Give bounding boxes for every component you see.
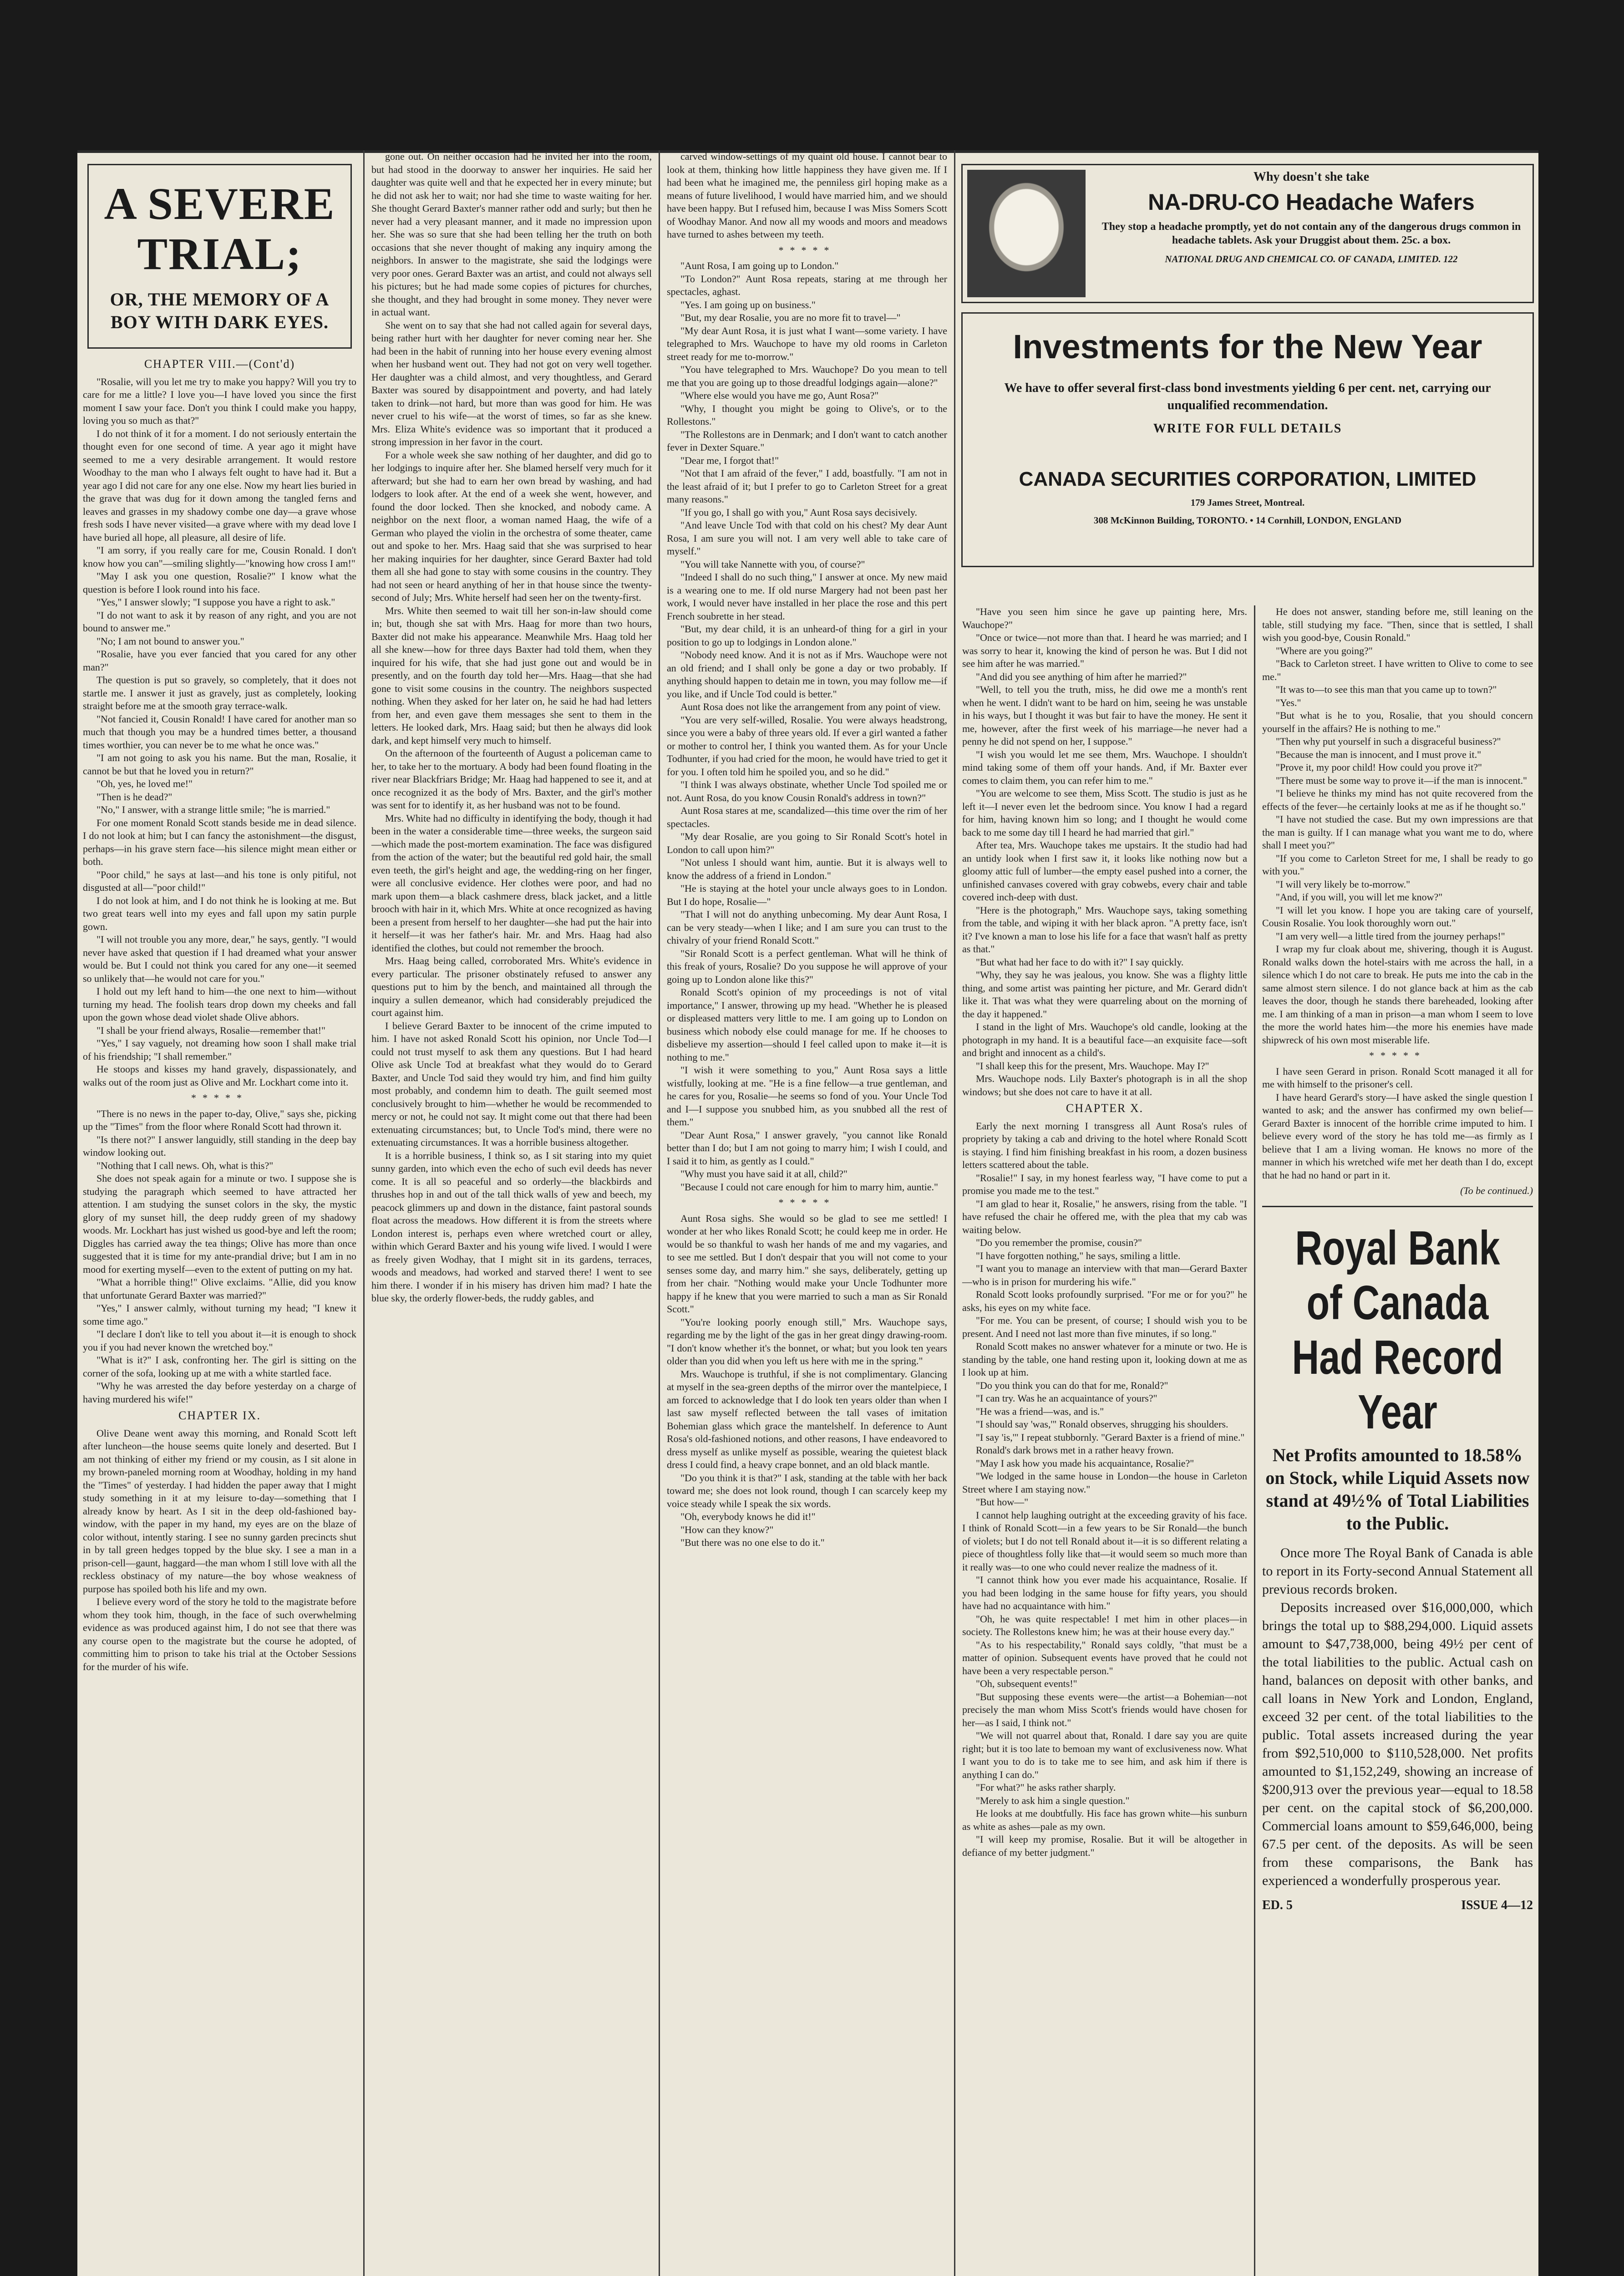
story-column-5	[1257, 605, 1538, 2276]
paragraph: "Sir Ronald Scott is a perfect gentleman. What will he think of this freak of yours, Rosalie? Do you suppose he will approve of your going up to London alone like this?"	[667, 947, 947, 985]
paragraph: Mrs. Wauchope is truthful, if she is not complimentary. Glancing at myself in the sea-green depths of the mirror over the mantelpiece, I am forced to acknowledge that I do look ten years older than when I last saw myself reflected between the tall vases of imitation Bohemian glass which grace the mantelshelf. In deference to Aunt Rosa's old-fashioned notions, and other reasons, I have endeavored to dress myself as unlike myself as possible, wearing the quietest black dress I could find, a heavy crape bonnet, and an old black mantle.	[667, 1368, 947, 1470]
paragraph: I cannot help laughing outright at the exceeding gravity of his face. I think of Ronald Scott—in a few years to be Sir Ronald—the bunch of violets; but I do not tell Ronald about it—it is so different relating a piece of thoughtless folly like that—it would seem so much more than it really was—to one who could never realize the madness of it.	[962, 1509, 1247, 1573]
paragraph: He looks at me doubtfully. His face has grown white—his sunburn as white as ashes—pale as my own.	[962, 1808, 1247, 1832]
paragraph: "Oh, subsequent events!"	[976, 1678, 1077, 1689]
paragraph: "Why must you have said it at all, child?"	[680, 1168, 848, 1179]
paragraph: "No," I answer, with a strange little smile; "he is married."	[96, 804, 330, 815]
paragraph: "Oh, yes, he loved me!"	[96, 778, 193, 789]
paragraph: It is a horrible business, I think so, as I sit staring into my quiet sunny garden, into which even the echo of such evil deeds has never come. It is all so peaceful and so orderly—the blackbirds and thrushes hop in and out of the tall thick walls of yew and beech, my peacock glimmers up and down in the distance, faint pastoral sounds float across the meadows. How different it is from the streets where London interest is, perhaps even where wretched court or alley, within which Gerard Baxter and his young wife lived. I would I were as freely given Wodhay, that I might sit in its gardens, terraces, woods and meadows, had worked and starved there! I went to see him there. I wonder if in his misery has driven him mad? I hate the blue sky, the orderly flower-beds, the ruddy gables, and	[371, 1149, 652, 1304]
paragraph: "You have telegraphed to Mrs. Wauchope? Do you mean to tell me that you are going up to those dreadful lodgings again—alone?"	[667, 364, 947, 388]
paragraph: After tea, Mrs. Wauchope takes me upstairs. It the studio had had an untidy look when I first saw it, it looks like nothing now but a gloomy attic full of lumber—the empty easel pushed into a corner, the unfinished canvases covered with gray cobwebs, every chair and table covered inch-deep with dust.	[962, 839, 1247, 903]
paragraph: "But, my dear Rosalie, you are no more fit to travel—"	[680, 312, 901, 323]
paragraph: "But how—"	[976, 1496, 1029, 1508]
paragraph: "I think I was always obstinate, whether Uncle Tod spoiled me or not. Aunt Rosa, do you know Cousin Ronald's address in town?"	[667, 779, 947, 803]
paragraph: "And leave Uncle Tod with that cold on his chest? My dear Aunt Rosa, I am sure you will not. I am very well able to take care of myself."	[667, 519, 947, 557]
paragraph: "I have not studied the case. But my own impressions are that the man is guilty. If I can manage what you want me to do, where shall I meet you?"	[1262, 813, 1533, 851]
paragraph: For one moment Ronald Scott stands beside me in dead silence. I do not look at him; but I can fancy the astonishment—the disgust, perhaps—in his grave stern face—his silence might mean either or both.	[83, 817, 356, 867]
paragraph: "We will not quarrel about that, Ronald. I dare say you are quite right; but it is too late to bemoan my want of exclusiveness now. What I want you to do is to take me to see him, and ask him if there is anything I can do."	[962, 1730, 1247, 1780]
issue-label: ISSUE 4—12	[1461, 1898, 1533, 1912]
nadruco-headline: NA-DRU-CO Headache Wafers	[1148, 189, 1475, 215]
paragraph: I have seen Gerard in prison. Ronald Scott managed it all for me with himself to the prisoner's cell.	[1262, 1065, 1533, 1090]
paragraph: "Why he was arrested the day before yesterday on a charge of having murdered his wife!"	[83, 1380, 356, 1405]
paragraph: gone out. On neither occasion had he invited her into the room, but had stood in the doorway to answer her inquiries. He said her daughter was quite well and that he expected her in every minute; but he did not ask her to wait; nor had she time to waste waiting for her. She thought Gerard Baxter's manner rather odd and surly; but then he never had a very pleasant manner, and it made no impression upon her. She was so sure that she had been telling her the truth on both occasions that she never thought of making any inquiry among the neighbors. In answer to the magistrate, she said the lodgings were very poor ones. Gerard Baxter was an artist, and could not always sell his pictures; but he had made some copies of pictures for churches, she thought, and they had brought in some money. They never were in actual want.	[371, 151, 652, 318]
paragraph: "That I will not do anything unbecoming. My dear Aunt Rosa, I can be very steady—when I like; and I am sure you can trust to the chivalry of your friend Ronald Scott."	[667, 909, 947, 946]
paragraph: "It was to—to see this man that you came up to town?"	[1276, 684, 1497, 695]
paragraph: "Prove it, my poor child! How could you prove it?"	[1276, 762, 1482, 773]
paragraph: "I declare I don't like to tell you about it—it is enough to shock you if you had never known the wretched boy."	[83, 1328, 356, 1353]
section-separator: *****	[778, 244, 836, 256]
paragraph: "Yes. I am going up on business."	[680, 299, 816, 310]
paragraph: "I do not want to ask it by reason of any right, and you are not bound to answer me."	[83, 609, 356, 634]
paragraph: "If you come to Carleton Street for me, I shall be ready to go with you."	[1262, 852, 1533, 877]
paragraph: "May I ask you one question, Rosalie?" I know what the question is before I look round into his face.	[83, 570, 356, 595]
edition-label: ED. 5	[1262, 1898, 1293, 1912]
paragraph: Ronald Scott looks profoundly surprised. "For me or for you?" he asks, his eyes on my white face.	[962, 1289, 1247, 1313]
paragraph: "Once or twice—not more than that. I heard he was married; and I was sorry to hear it, knowing the kind of person he was. But I did not see him after he was married."	[962, 632, 1247, 669]
paragraph: "We lodged in the same house in London—the house in Carleton Street where I am staying now."	[962, 1470, 1247, 1495]
column-rule	[659, 150, 660, 2276]
investments-address-1: 179 James Street, Montreal.	[1190, 497, 1305, 508]
paragraph: "Oh, he was quite respectable! I met him in other places—in society. The Rollestons knew him; he was at their house every day."	[962, 1613, 1247, 1637]
paragraph: "If you go, I shall go with you," Aunt Rosa says decisively.	[680, 506, 918, 518]
bank-article	[1262, 1206, 1533, 1912]
bank-body	[1262, 1544, 1533, 1890]
bank-headline: Royal Bank of Canada Had Record Year	[1292, 1221, 1503, 1439]
paragraph: "You will take Nannette with you, of course?"	[680, 558, 865, 570]
paragraph: The question is put so gravely, so completely, that it does not startle me. I answer it just as gravely, just as completely, looking straight before me at the smooth gray terrace-walk.	[83, 674, 356, 711]
column-rule	[954, 150, 955, 2276]
paragraph: Aunt Rosa stares at me, scandalized—this time over the rim of her spectacles.	[667, 805, 947, 829]
paragraph: "I say 'is,'" I repeat stubbornly. "Gerard Baxter is a friend of mine."	[976, 1431, 1245, 1443]
paragraph: "He is staying at the hotel your uncle always goes to in London. But I do hope, Rosalie—"	[667, 883, 947, 907]
paragraph: "I will let you know. I hope you are taking care of yourself, Cousin Rosalie. You look thoroughly worn out."	[1262, 904, 1533, 929]
section-separator: *****	[778, 1197, 836, 1208]
paragraph: I hold out my left hand to him—the one next to him—without turning my head. The foolish tears drop down my cheeks and fall upon the gown whose dead violet shade Olive abhors.	[83, 986, 356, 1023]
paragraph: "For me. You can be present, of course; I should wish you to be present. And I need not last more than five minutes, if so long."	[962, 1315, 1247, 1339]
to-be-continued: (To be continued.)	[1460, 1185, 1533, 1196]
story-column-4	[957, 605, 1253, 2276]
paragraph: "How can they know?"	[680, 1524, 774, 1535]
nadruco-text: They stop a headache promptly, yet do not contain any of the dangerous drugs common in headache tablets. Ask your Druggist about them. 25c. a box.	[1101, 221, 1521, 246]
paragraph: "What is it?" I ask, confronting her. The girl is sitting on the corner of the sofa, looking up at me with a white startled face.	[83, 1354, 356, 1379]
paragraph: "Rosalie, will you let me try to make you happy? Will you try to care for me a little? I love you—I have loved you since the first moment I saw your face. Don't you think I could make you happy, loving you so much as that?"	[83, 376, 356, 426]
paragraph: "No; I am not bound to answer you."	[96, 635, 244, 647]
paragraph: I believe Gerard Baxter to be innocent of the crime imputed to him. I have not asked Ronald Scott his opinion, nor Uncle Tod—I could not trust myself to ask them any questions. But I had heard Olive ask Uncle Tod at breakfast what they would do to Gerard Baxter, and Uncle Tod said they would try him, and find him guilty most probably, and condemn him to death. The guilt seemed most conclusively brought to him—whether he would be recommended to mercy or not, he could not say. It might come out that there had been extenuating circumstances; but, to Uncle Tod's mind, there were no extenuating circumstances. It was a horrible business altogether.	[371, 1020, 652, 1148]
paragraph: "But there was no one else to do it."	[680, 1537, 825, 1548]
paragraph: "Aunt Rosa, I am going up to London."	[680, 260, 839, 271]
paragraph: "Have you seen him since he gave up painting here, Mrs. Wauchope?"	[962, 606, 1247, 630]
paragraph: "But, my dear child, it is an unheard-of thing for a girl in your position to go up to lodgings in London alone."	[667, 623, 947, 648]
paragraph: She does not speak again for a minute or two. I suppose she is studying the paragraph which seemed to have attracted her attention. I am studying the sunset colors in the sky, the mystic glory of my sunset hill, the deep ruddy green of my shadowy woods. Mr. Lockhart has just wished us good-bye and left the room; Diggles has carried away the tea things; Olive has more than once suggested that it is time for my ante-prandial drive; but I am in no mood for exerting myself—even to the extent of putting on my hat.	[83, 1173, 356, 1275]
ads-area	[957, 150, 1538, 605]
story-column-2	[366, 150, 657, 2276]
paragraph: "But supposing these events were—the artist—a Bohemian—not precisely the man whom Miss Scott's friends would have chosen for her—as I said, I think not."	[962, 1691, 1247, 1728]
story-column-1	[77, 150, 362, 2276]
paragraph: "You're looking poorly enough still," Mrs. Wauchope says, regarding me by the light of the gas in her great dingy drawing-room. "I don't know whether it's the bonnet, or what; but you look ten years older than you did when you left us here with me in the spring."	[667, 1316, 947, 1367]
paragraph: "Then is he dead?"	[96, 791, 173, 803]
paragraph: "But what had her face to do with it?" I say quickly.	[976, 956, 1184, 968]
paragraph: "Rosalie, have you ever fancied that you cared for any other man?"	[83, 648, 356, 673]
paragraph: "My dear Rosalie, are you going to Sir Ronald Scott's hotel in London to call upon him?"	[667, 831, 947, 855]
paragraph: "I can try. Was he an acquaintance of yours?"	[976, 1392, 1157, 1404]
paragraph: Aunt Rosa does not like the arrangement from any point of view.	[680, 701, 941, 712]
paragraph: "There is no news in the paper to-day, Olive," says she, picking up the "Times" from the floor where Ronald Scott had thrown it.	[83, 1108, 356, 1132]
section-separator: *****	[1369, 1050, 1426, 1061]
paragraph: Ronald Scott's opinion of my proceedings is not of vital importance," I answer, throwing up my head. "Whether he is pleased or displeased matters very little to me. I am going up to London on business which nobody else could manage for me. If he chooses to disbelieve my assertion—should I feel called upon to make it—it is nothing to me."	[667, 986, 947, 1063]
paragraph: "I believe he thinks my mind has not quite recovered from the effects of the fever—he certainly looks at me as if he thought so."	[1262, 787, 1533, 812]
paragraph: "Dear me, I forgot that!"	[680, 454, 779, 466]
paragraph: "I want you to manage an interview with that man—Gerard Baxter—who is in prison for murdering his wife."	[962, 1263, 1247, 1287]
woman-headache-illustration	[967, 170, 1086, 297]
paragraph: "I have forgotten nothing," he says, smiling a little.	[976, 1250, 1181, 1261]
paragraph: Mrs. Haag being called, corroborated Mrs. White's evidence in every particular. The prisoner obstinately refused to answer any questions put to him by the bench, and maintained all through the inquiry a sullen demeanor, which had considerably prejudiced the court against him.	[371, 955, 652, 1018]
paragraph: "Because I could not care enough for him to marry him, auntie."	[680, 1181, 938, 1193]
nadruco-ad	[961, 164, 1534, 303]
paragraph: "Not unless I should want him, auntie. But it is always well to know the address of a friend in London."	[667, 857, 947, 881]
investments-company: CANADA SECURITIES CORPORATION, LIMITED	[1019, 468, 1477, 490]
column-rule	[1254, 605, 1255, 2276]
paragraph: Aunt Rosa sighs. She would so be glad to see me settled! I wonder at her who likes Ronald Scott; he could keep me in order. He would be so thankful to wash her hands of me and my vagaries, and to see me settled. But I don't despair that you will not come to your senses some day, and marry him." she says, deliberately, getting up from her chair. "Nothing would make your Uncle Todhunter more happy if he knew that you were married to such a man as Sir Ronald Scott."	[667, 1212, 947, 1315]
paragraph: "Do you remember the promise, cousin?"	[976, 1237, 1142, 1248]
paragraph: He stoops and kisses my hand gravely, dispassionately, and walks out of the room just as Olive and Mr. Lockhart come into it.	[83, 1063, 356, 1088]
column-rule	[363, 150, 365, 2276]
paragraph: "I should say 'was,'" Ronald observes, shrugging his shoulders.	[976, 1418, 1228, 1430]
paragraph: "Poor child," he says at last—and his tone is only pitiful, not disgusted at all—"poor child!"	[83, 869, 356, 893]
nadruco-ad-body	[1095, 170, 1528, 265]
paragraph: "Oh, everybody knows he did it!"	[680, 1511, 816, 1522]
paragraph: "Merely to ask him a single question."	[976, 1794, 1130, 1806]
paragraph: "I am glad to hear it, Rosalie," he answers, rising from the table. "I have refused the chair he offered me, with the plea that my cab was waiting below.	[962, 1198, 1247, 1235]
investments-text: We have to offer several first-class bond investments yielding 6 per cent. net, carrying our unqualified recommendation.	[1004, 381, 1491, 412]
chapter-10-heading: CHAPTER X.	[1066, 1102, 1144, 1115]
paragraph: "Back to Carleton street. I have written to Olive to come to see me."	[1262, 658, 1533, 682]
paragraph: "Nobody need know. And it is not as if Mrs. Wauchope were not an old friend; and I shall only be gone a day or two probably. If anything should happen to detain me in town, you may follow me—if you like, and if Uncle Tod could is better."	[667, 649, 947, 700]
paragraph: "Because the man is innocent, and I must prove it."	[1276, 748, 1482, 760]
paragraph: "I will not trouble you any more, dear," he says, gently. "I would never have asked that question if I had dreamed what your answer would be. But I could not think you cared for any one—it seemed so unlikely that—he would not care for you."	[83, 934, 356, 984]
paragraph: Ronald Scott makes no answer whatever for a minute or two. He is standing by the table, one hand resting upon it, looking down at me as I look up at him.	[962, 1341, 1247, 1378]
paragraph: "Then why put yourself in such a disgraceful business?"	[1276, 736, 1501, 747]
paragraph: "Indeed I shall do no such thing," I answer at once. My new maid is a wearing one to me. If old nurse Margery had not been past her work, I would never have installed in her place the rose and this pert French soubrette in her stead.	[667, 571, 947, 622]
paragraph: "Where else would you have me go, Aunt Rosa?"	[680, 390, 879, 401]
paragraph: "Not fancied it, Cousin Ronald! I have cared for another man so much that though you may be a hundred times better, a thousand times worthier, you can never be to me what he once was."	[83, 713, 356, 751]
story-column-3	[661, 150, 953, 2276]
paragraph: "Is there not?" I answer languidly, still standing in the deep bay window looking out.	[83, 1133, 356, 1158]
paragraph: I stand in the light of Mrs. Wauchope's old candle, looking at the photograph in my hand. It is a beautiful face—an exquisite face—soft and bright and innocent as a child's.	[962, 1021, 1247, 1058]
paragraph: "I am sorry, if you really care for me, Cousin Ronald. I don't know how you can"—smiling slightly—"knowing how cross I am!"	[83, 544, 356, 569]
paragraph: Ronald's dark brows met in a rather heavy frown.	[976, 1444, 1174, 1456]
paragraph: "I am not going to ask you his name. But the man, Rosalie, it cannot be but that he loved you in return?"	[83, 752, 356, 777]
paragraph: "And did you see anything of him after he married?"	[976, 671, 1187, 682]
paragraph: "You are very self-willed, Rosalie. You were always headstrong, since you were a baby of three years old. If ever a girl wanted a father or mother to control her, I think you wanted them. As for your Uncle Todhunter, if you had cried for the moon, he would have tried to get it for you. I often told him he spoiled you, and so he did."	[667, 714, 947, 777]
paragraph: "I will keep my promise, Rosalie. But it will be altogether in defiance of my better judgment."	[962, 1834, 1247, 1858]
paragraph: "Do you think it is that?" I ask, standing at the table with her back toward me; she does not look round, though I can scarcely keep my voice steady while I speak the six words.	[667, 1472, 947, 1509]
investments-address-2: 308 McKinnon Building, TORONTO. • 14 Cornhill, LONDON, ENGLAND	[1094, 515, 1401, 526]
paragraph: "I wish you would let me see them, Mrs. Wauchope. I shouldn't mind taking some of them off your hands. And, if Mr. Baxter ever comes to claim them, you can refer him to me."	[962, 748, 1247, 786]
paragraph: "To London?" Aunt Rosa repeats, staring at me through her spectacles, aghast.	[667, 273, 947, 297]
paragraph: "Why, they say he was jealous, you know. She was a flighty little thing, and some artist was painting her picture, and Mr. Gerard didn't like it. That was what they were quarreling about on the morning of the day it happened."	[962, 969, 1247, 1020]
paragraph: "Nothing that I call news. Oh, what is this?"	[96, 1159, 274, 1171]
paragraph: "There must be some way to prove it—if the man is innocent."	[1276, 774, 1527, 786]
paragraph: "For what?" he asks rather sharply.	[976, 1782, 1116, 1793]
paragraph: "The Rollestons are in Denmark; and I don't want to catch another fever in Dexter Square."	[667, 428, 947, 453]
paragraph: "Where are you going?"	[1276, 645, 1373, 656]
nadruco-question: Why doesn't she take	[1253, 170, 1370, 184]
paragraph: "As to his respectability," Ronald says coldly, "that must be a matter of opinion. Subsequent events have proved that he could not have been a very respectable person."	[962, 1639, 1247, 1677]
paragraph: I do not look at him, and I do not think he is looking at me. But two great tears well into my eyes and fall upon my satin purple gown.	[83, 894, 356, 932]
investments-headline: Investments for the New Year	[1013, 328, 1482, 366]
paragraph: "Rosalie!" I say, in my honest fearless way, "I have come to put a promise you made me to the test."	[962, 1172, 1247, 1196]
bank-subhead: Net Profits amounted to 18.58% on Stock, while Liquid Assets now stand at 49½% of Total Liabilities to the Public.	[1265, 1444, 1530, 1534]
paragraph: "You are welcome to see them, Miss Scott. The studio is just as he left it—I never even let the bedroom since. You know I had a regard for him, having known him so long; and I thought he would come back to me some day till I heard he had married that girl."	[962, 787, 1247, 838]
paragraph: "Why, I thought you might be going to Olive's, or to the Rollestons."	[667, 402, 947, 427]
story-title-box	[87, 164, 352, 349]
nadruco-footer: NATIONAL DRUG AND CHEMICAL CO. OF CANADA, LIMITED. 122	[1165, 254, 1458, 264]
section-separator: *****	[191, 1092, 248, 1103]
chapter-9-heading: CHAPTER IX.	[178, 1409, 261, 1422]
paragraph: "Yes."	[1276, 696, 1301, 708]
paragraph: For a whole week she saw nothing of her daughter, and did go to her lodgings to inquire after her. She blamed herself very much for it afterward; but she had to earn her own bread by washing, and had lodgers to look after. At the end of a week she went, however, and found the door locked. Then she knocked, and nobody came. A neighbor on the next floor, a woman named Haag, the wife of a German who played the violin in the orchestra of some theater, came out and spoke to her. Mrs. Haag said that she was surprised to hear her making inquiries for her daughter, since Gerard Baxter had told them all she had gone to stay with some cousins in the country. They had not seen or heard anything of her in that house since the twenty-second of July; Mrs. White herself had seen her on the twenty-first.	[371, 449, 652, 603]
paragraph: "I wish it were something to you," Aunt Rosa says a little wistfully, looking at me. "He is a fine fellow—a true gentleman, and he cares for you, Rosalie—he seems so fond of you. Your Uncle Tod and I—I suppose you snubbed him, as you snubbed all the rest of them."	[667, 1064, 947, 1128]
paragraph: "Not that I am afraid of the fever," I add, boastfully. "I am not in the least afraid of it; but I prefer to go to Carleton Street for a great many reasons."	[667, 467, 947, 505]
paragraph: Mrs. White had no difficulty in identifying the body, though it had been in the water a considerable time—three weeks, the surgeon said—which made the post-mortem examination. The face was disfigured from the action of the water; but the beautiful red gold hair, the small even teeth, the girl's height and age, the wedding-ring on her finger, were all conclusive evidence. Her clothes were poor, and had no mark upon them—a black cashmere dress, black jacket, and a little brooch with hair in it, which Mrs. White at once recognized as having been a present from herself to her daughter—she had put the hair into it herself—it was her father's hair. Mr. and Mrs. Haag had also identified the clothes, but could not remember the brooch.	[371, 812, 652, 954]
paragraph: "He was a friend—was, and is."	[976, 1405, 1104, 1417]
paragraph: "Here is the photograph," Mrs. Wauchope says, taking something from the table, and wiping it with her black apron. "A pretty face, isn't it? I've known a man to lose his life for a face that wasn't half as pretty as that."	[962, 904, 1247, 955]
paragraph: Once more The Royal Bank of Canada is able to report in its Forty-second Annual Statement all previous records broken.	[1262, 1545, 1533, 1597]
paragraph: "Yes," I answer slowly; "I suppose you have a right to ask."	[96, 596, 335, 608]
paragraph: Mrs. Wauchope nods. Lily Baxter's photograph is in all the shop windows; but she does not care to have it at all.	[962, 1073, 1247, 1097]
investments-cta: WRITE FOR FULL DETAILS	[1153, 422, 1342, 436]
paragraph: I do not think of it for a moment. I do not seriously entertain the thought even for one second of time. A year ago it might have seemed to me a very desirable arrangement. It would restore Woodhay to the man who I always felt ought to have had it. But a year ago I did not care for any one else. Now my heart lies buried in the grave that was dug for it down among the tangled ferns and leaves and grasses in my shadowy combe one day—a grave whose fresh sods I have never visited—a grave where with my dead love I have buried all hope, all pleasure, all desire of life.	[83, 427, 356, 543]
paragraph: "But what is he to you, Rosalie, that you should concern yourself in the affairs? He is nothing to me."	[1262, 710, 1533, 734]
paragraph: "Do you think you can do that for me, Ronald?"	[976, 1379, 1168, 1391]
paragraph: "My dear Aunt Rosa, it is just what I want—some variety. I have telegraphed to Mrs. Wauchope to have my old rooms in Carleton street ready for me to-morrow."	[667, 325, 947, 362]
newspaper-page	[77, 150, 1538, 2276]
paragraph: He does not answer, standing before me, still leaning on the table, still studying my face. "Then, since that is settled, I shall wish you good-bye, Cousin Ronald."	[1262, 606, 1533, 643]
paragraph: "I shall keep this for the present, Mrs. Wauchope. May I?"	[976, 1060, 1209, 1072]
paragraph: She went on to say that she had not called again for several days, being rather hurt with her daughter for never coming near her. She had been in the habit of running into her house every evening almost when her husband went out. They had not got on very well together. Her daughter was a child almost, and very thoughtless, and Gerard Baxter was soured by disappointment and poverty, and had lately taken to drink—not hard, but more than was good for him. He was never cruel to his wife—at the worst of times, so far as she knew. Mrs. Eliza White's evidence was so important that it produced a strong impression in her favor in the court.	[371, 319, 652, 447]
col1-text	[83, 376, 356, 1674]
paragraph: "Yes," I say vaguely, not dreaming how soon I shall make trial of his friendship; "I shall remember."	[83, 1037, 356, 1062]
paragraph: "And, if you will, you will let me know?"	[1276, 891, 1443, 903]
paragraph: I believe every word of the story he told to the magistrate before whom they took him, though, in the face of such overwhelming evidence as was produced against him, I do not see that there was any course open to the magistrate but the course he adopted, of committing him to prison to take his trial at the October Sessions for the murder of his wife.	[83, 1596, 356, 1672]
paragraph: Olive Deane went away this morning, and Ronald Scott left after luncheon—the house seems quite lonely and deserted. But I am not thinking of either my friend or my cousin, as I sit alone in my brown-paneled morning room at Woodhay, holding in my hand the "Times" of yesterday. I had hidden the paper away that I might study something in it at my leisure to-day—something that I already know by heart. As I sit in the deep old-fashioned bay-window, with the paper in my hand, my eyes are on the blaze of color without, intently staring. I see no sunny garden precincts shut in by tall green hedges topped by the blue sky. I see a man in a prison-cell—gaunt, haggard—the man whom I still love with all the reckless obstinacy of my nature—the boy whose weakness of purpose has spoiled both his life and my own.	[83, 1427, 356, 1595]
paragraph: "I shall be your friend always, Rosalie—remember that!"	[96, 1024, 326, 1036]
paragraph: "I cannot think how you ever made his acquaintance, Rosalie. If you had been lodging in the same house for fifty years, you should have had no acquaintance with him."	[962, 1574, 1247, 1611]
paragraph: "Yes," I answer calmly, without turning my head; "I knew it some time ago."	[83, 1302, 356, 1327]
investments-ad	[961, 312, 1534, 567]
paragraph: Deposits increased over $16,000,000, which brings the total up to $88,294,000. Liquid assets amount to $47,738,000, being 49½ per cent of the total liabilities to the public. Actual cash on hand, balances on deposit with other banks, and call loans in New York and London, England, exceed 32 per cent. of the total liabilities to the public. Total assets increased during the year from $92,510,000 to $110,528,000. Net profits amounted to $1,152,249, showing an increase of $200,913 over the previous year—equal to 18.58 per cent. on the capital stock of $6,200,000. Commercial loans amount to $59,646,000, being 67.5 per cent. of the deposits. As will be seen from these comparisons, the Bank has experienced a wonderfully prosperous year.	[1262, 1600, 1533, 1888]
story-title: A SEVERE TRIAL;	[104, 178, 335, 279]
bank-footer	[1262, 1899, 1533, 1912]
story-subtitle: OR, THE MEMORY OF A BOY WITH DARK EYES.	[110, 289, 330, 332]
paragraph: Early the next morning I transgress all Aunt Rosa's rules of propriety by taking a cab and driving to the hotel where Ronald Scott is staying. I find him finishing breakfast in his room, a dozen business letters scattered about the table.	[962, 1120, 1247, 1170]
paragraph: I have heard Gerard's story—I have asked the single question I wanted to ask; and the answer has confirmed my own belief—Gerard Baxter is innocent of the horrible crime imputed to him. I believe every word of the story he has told me—as firmly as I believe that I am a living woman. He knows no more of the manner in which his wretched wife met her death than I do, except that he had no hand or part in it.	[1262, 1091, 1533, 1181]
paragraph: carved window-settings of my quaint old house. I cannot bear to look at them, thinking how little happiness they have given me. If I had been what he imagined me, the penniless girl hoping make as a means of future livelihood, I would have married him, and we should have been happy. But I refused him, because I was Miss Somers Scott of Woodhay Manor. And now all my woods and moors and meadows have turned to ashes between my teeth.	[667, 151, 947, 240]
paragraph: I wrap my fur cloak about me, shivering, though it is August. Ronald walks down the hotel-stairs with me across the hall, in a silence which I do not care to break. He puts me into the cab in the same almost stern silence. I do not glance back at him as the cab leaves the door, though he stands there bareheaded, looking after me. I am thinking of a man in prison—a man whom I seem to love the more the world hates him—the more his enemies have made shipwreck of his own most miserable life.	[1262, 943, 1533, 1046]
paragraph: "May I ask how you made his acquaintance, Rosalie?"	[976, 1457, 1194, 1469]
paragraph: On the afternoon of the fourteenth of August a policeman came to her, to take her to the mortuary. A body had been found floating in the river near Blackfriars Bridge; Mr. Haag had happened to see it, and at once recognized it as the body of Mrs. Baxter, and the girl's mother was sent for to identify it, as her husband was not to be found.	[371, 747, 652, 811]
chapter-8-heading: CHAPTER VIII.—(Cont'd)	[144, 357, 295, 371]
paragraph: "I will very likely be to-morrow."	[1276, 878, 1411, 890]
paragraph: "What a horrible thing!" Olive exclaims. "Allie, did you know that unfortunate Gerard Baxter was married?"	[83, 1276, 356, 1301]
paragraph: "Dear Aunt Rosa," I answer gravely, "you cannot like Ronald better than I do; but I am not going to marry him; I wish I could, and I said it to him, as gently as I could."	[667, 1129, 947, 1167]
paragraph: Mrs. White then seemed to wait till her son-in-law should come in; but, though she sat with Mrs. Haag for more than two hours, Baxter did not make his appearance. Meanwhile Mrs. Haag told her all she knew—how for three days Baxter had told them, when they inquired for his wife, that she had just gone out and would be in presently, and on the fourth day told her—Mrs. Haag—that she had gone to visit some cousins in the country. The neighbors suspected nothing. When they asked for her later on, he said he had had letters from her, and even gave them messages she sent to them in the letters. He looked dark, Mrs. Haag said; but then he always did look dark, and kept himself very much to himself.	[371, 605, 652, 746]
paragraph: "I am very well—a little tired from the journey perhaps!"	[1276, 930, 1505, 942]
paragraph: "Well, to tell you the truth, miss, he did owe me a month's rent when he went. I didn't want to be hard on him, seeing he was unstable in his ways, but I thought it was but fair to have the money. He sent it me, however, after the first week of his marriage—he never had a penny he did not spend on her, I suppose."	[962, 684, 1247, 747]
